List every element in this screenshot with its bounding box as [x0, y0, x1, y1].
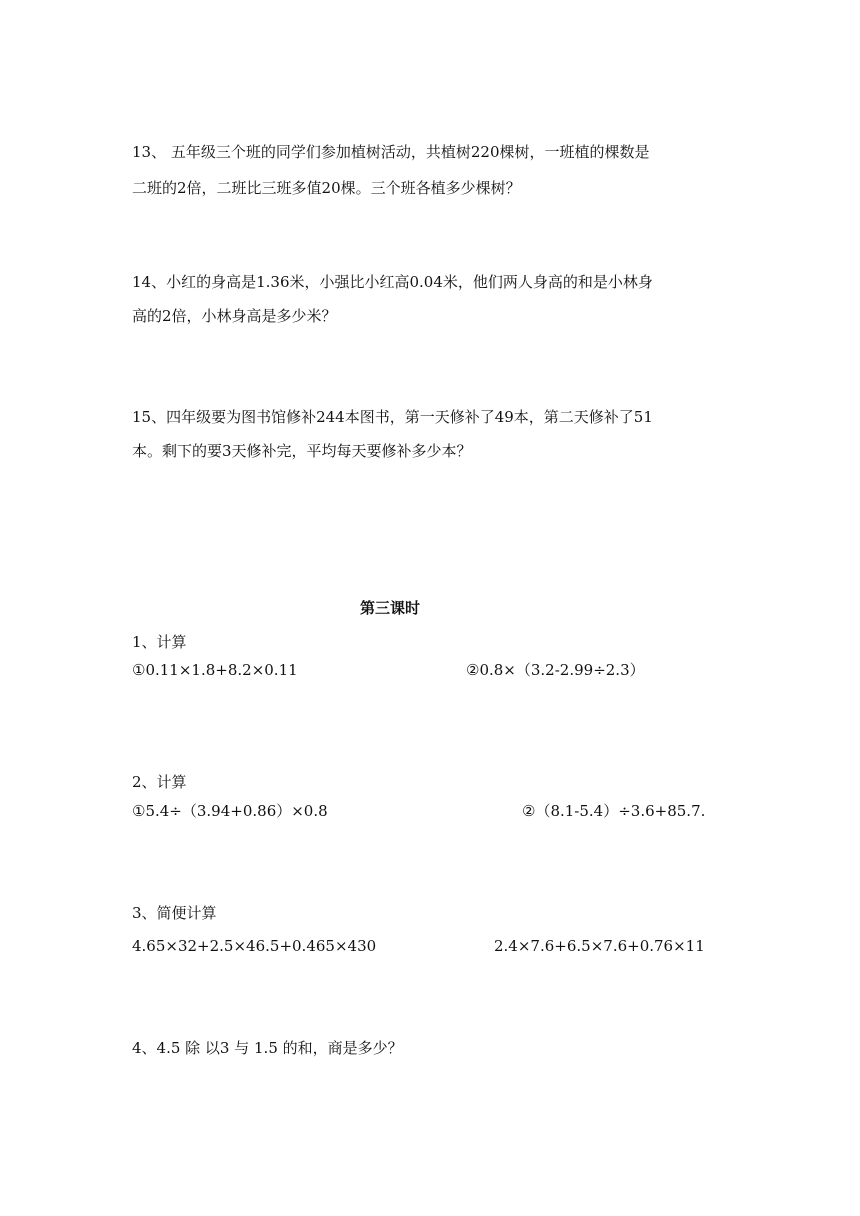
exercise-1-title: 1、计算: [132, 633, 187, 651]
problem-15-line-1: 15、四年级要为图书馆修补244本图书，第一天修补了49本，第二天修补了51: [132, 408, 653, 426]
exercise-3-title: 3、简便计算: [132, 904, 217, 922]
exercise-2-title: 2、计算: [132, 773, 187, 791]
exercise-1-right: ②0.8×（3.2-2.99÷2.3）: [466, 661, 645, 679]
exercise-1-left: ①0.11×1.8+8.2×0.11: [132, 661, 298, 679]
problem-13-line-1: 13、 五年级三个班的同学们参加植树活动，共植树220棵树，一班植的棵数是: [132, 143, 650, 161]
problem-13-line-2: 二班的2倍，二班比三班多值20棵。三个班各植多少棵树？: [132, 179, 521, 197]
exercise-3-right: 2.4×7.6+6.5×7.6+0.76×11: [494, 937, 705, 955]
exercise-2-left: ①5.4÷（3.94+0.86）×0.8: [132, 802, 328, 820]
exercise-2-right: ②（8.1-5.4）÷3.6+85.7.: [522, 802, 706, 820]
exercise-3-left: 4.65×32+2.5×46.5+0.465×430: [132, 937, 377, 955]
problem-14-line-1: 14、小红的身高是1.36米，小强比小红高0.04米，他们两人身高的和是小林身: [132, 273, 653, 291]
problem-15-line-2: 本。剩下的要3天修补完，平均每天要修补多少本？: [132, 442, 472, 460]
problem-14-line-2: 高的2倍，小林身高是多少米？: [132, 307, 337, 325]
exercise-4-title: 4、4.5 除 以3 与 1.5 的和，商是多少？: [132, 1039, 403, 1057]
section-title: 第三课时: [359, 599, 420, 617]
